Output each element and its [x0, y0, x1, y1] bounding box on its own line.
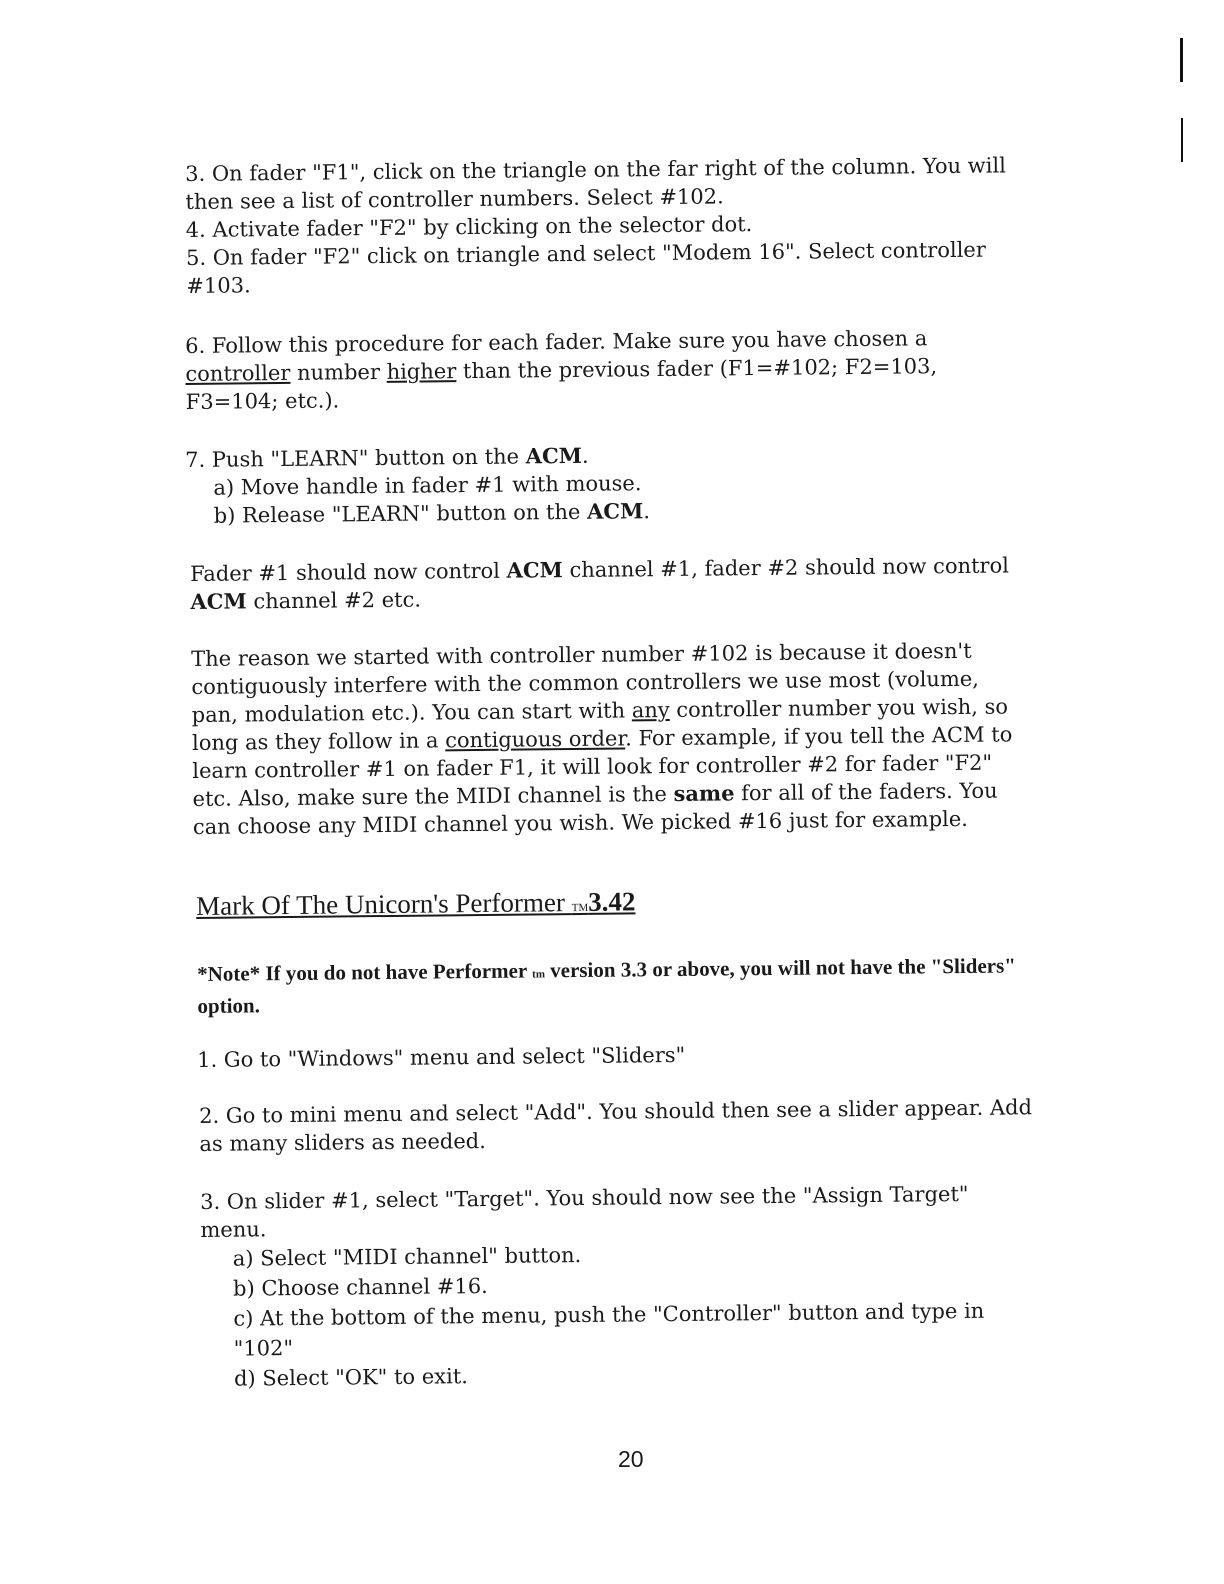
step-text: On fader "F2" click on triangle and select "Modem 16". Select controller #103.	[186, 237, 986, 298]
note	[197, 951, 1038, 1020]
reason-paragraph	[191, 636, 1033, 841]
text: .	[643, 499, 651, 524]
step-5	[186, 235, 1027, 300]
text: channel #1, fader #2 should now control	[562, 553, 1010, 583]
substep: d) Select "OK" to exit.	[233, 1364, 469, 1391]
acm-bold: ACM	[586, 498, 644, 524]
step-b2: 2. Go to mini menu and select "Add". You should then see a slider appear. Add as many sliders as needed.	[199, 1095, 1033, 1156]
step-7	[185, 437, 1026, 530]
text: 7. Push "LEARN" button on the	[185, 444, 526, 472]
step-3	[185, 151, 1026, 216]
step-num: 3.	[185, 161, 206, 186]
acm-bold: ACM	[190, 588, 247, 614]
scan-mark	[1181, 118, 1183, 162]
step-text: Activate fader "F2" by clicking on the selector dot.	[212, 212, 753, 242]
text: *Note* If you do not have Performer	[197, 958, 533, 986]
step-7a: a) Move handle in fader #1 with mouse.	[213, 471, 642, 500]
underlined-text: controller	[185, 360, 291, 386]
step-num: 5.	[185, 245, 207, 270]
acm-bold: ACM	[525, 442, 583, 469]
text: The reason we started with controller number #102 is because it doesn't contiguously interfere with the common controllers we use most (volume, pan, modulation etc.). You can start with	[191, 638, 980, 727]
text: 6. Follow this procedure for each fader. Make sure you have chosen a	[185, 326, 928, 358]
trademark: tm	[532, 968, 546, 981]
text: .	[581, 443, 589, 468]
underlined-text: contiguous order	[445, 726, 626, 753]
heading-version: 3.42	[587, 886, 636, 917]
text: channel #2 etc.	[246, 587, 422, 614]
step-num: 4.	[185, 217, 206, 242]
scan-mark	[1180, 38, 1183, 82]
text: b) Release "LEARN" button on the	[213, 499, 588, 528]
trademark: TM	[571, 901, 589, 915]
step-b3	[200, 1179, 1042, 1394]
step-6	[185, 323, 1026, 416]
page-number: 20	[618, 1446, 644, 1472]
acm-bold: ACM	[506, 557, 563, 583]
step-b1: 1. Go to "Windows" menu and select "Sliders"	[197, 1042, 686, 1072]
underlined-text: higher	[386, 359, 457, 384]
text: version 3.3 or above, you will not have the "Sliders" option.	[197, 953, 1016, 1018]
heading-title: Mark Of The Unicorn's Performer	[195, 887, 572, 921]
text: . For example, if you tell the ACM to learn controller #1 on fader F1, it will look for controller #2 for fader "F2" etc. Also, make sure the MIDI channel is the	[192, 722, 1013, 811]
substep: a) Select "MIDI channel" button.	[232, 1243, 582, 1271]
fader-paragraph	[190, 551, 1031, 616]
text: number	[290, 359, 387, 385]
text: controller number you wish, so long as they follow in a	[191, 694, 1009, 755]
text: than the previous fader (F1=#102; F2=103, F3=104; etc.).	[185, 354, 938, 414]
bold-text: same	[673, 780, 735, 806]
text: for all of the faders. You can choose any MIDI channel you wish. We picked #16 just for example.	[192, 778, 998, 839]
step-text: On fader "F1", click on the triangle on the far right of the column. You will then see a list of controller numbers. Select #102.	[185, 153, 1006, 214]
step-text: 3. On slider #1, select "Target". You should now see the "Assign Target" menu.	[200, 1181, 969, 1242]
substep: c) At the bottom of the menu, push the "Controller" button and type in "102"	[233, 1298, 985, 1361]
text: Fader #1 should now control	[190, 558, 507, 586]
section-heading	[196, 883, 1036, 926]
steps-top	[185, 151, 1026, 300]
substep: b) Choose channel #16.	[232, 1273, 488, 1301]
underlined-text: any	[631, 697, 670, 723]
